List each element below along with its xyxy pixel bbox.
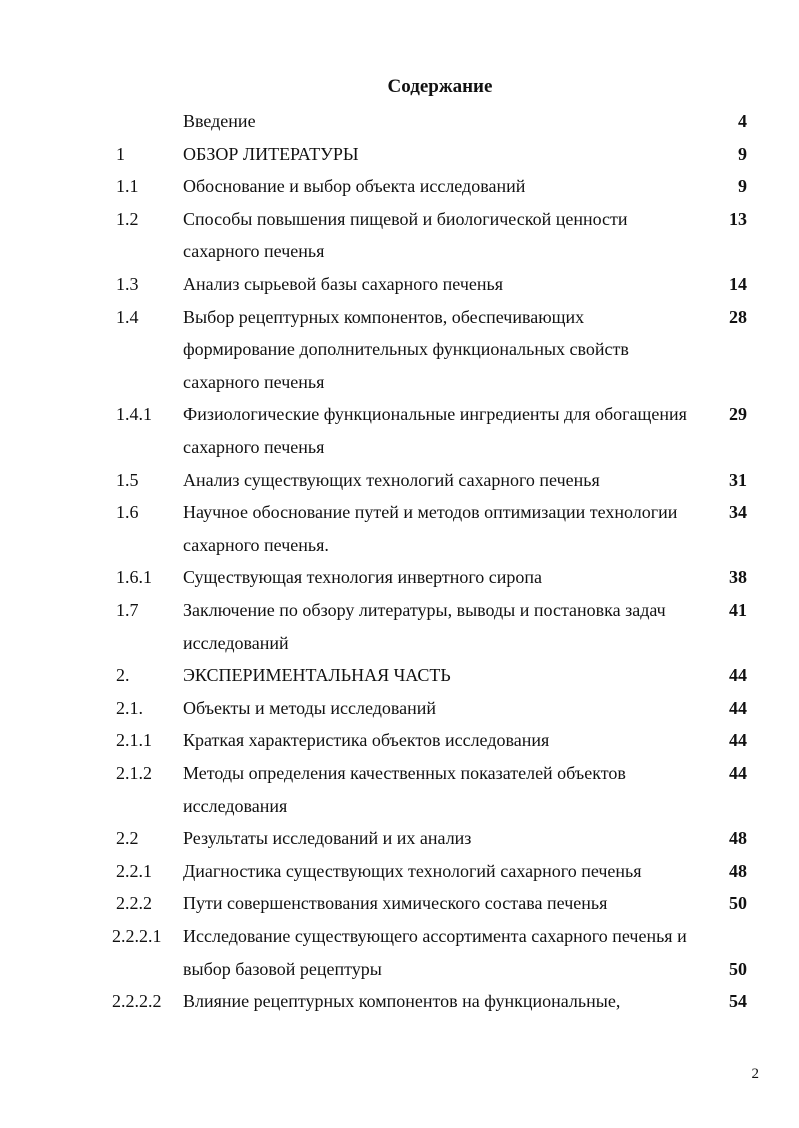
toc-entry <box>0 206 799 232</box>
toc-entry-number: 1.3 <box>116 274 139 294</box>
toc-entry-title: Диагностика существующих технологий сахарного печенья <box>183 860 642 881</box>
toc-entry-number: 2.2 <box>116 828 139 849</box>
toc-entry <box>0 890 799 916</box>
toc-entry <box>0 923 799 949</box>
toc-entry <box>0 467 799 493</box>
toc-entry-continuation <box>0 336 799 362</box>
toc-entry-number: 2.1.2 <box>116 763 152 783</box>
toc-entry-page: 50 <box>729 893 747 914</box>
toc-entry <box>0 271 799 297</box>
toc-entry-number: 2. <box>116 665 130 686</box>
toc-entry-page: 50 <box>729 958 747 979</box>
toc-entry-title: Влияние рецептурных компонентов на функциональные, <box>183 991 621 1012</box>
toc-entry-page: 29 <box>729 404 747 425</box>
toc-entry <box>0 858 799 884</box>
toc-entry-continuation <box>0 532 799 558</box>
toc-entry-title: сахарного печенья <box>183 437 325 457</box>
toc-entry <box>0 564 799 590</box>
toc-entry-continuation <box>0 630 799 656</box>
toc-entry-number: 1.6.1 <box>116 567 152 588</box>
toc-entry-title: сахарного печенья. <box>183 534 329 555</box>
toc-entry-number: 2.2.2.1 <box>112 926 162 946</box>
toc-entry-title: исследования <box>183 795 288 816</box>
toc-entry-page: 41 <box>729 600 747 620</box>
toc-entry <box>0 662 799 688</box>
toc-entry <box>0 173 799 199</box>
toc-entry-title: Введение <box>183 111 256 131</box>
toc-entry-page: 44 <box>729 763 747 783</box>
toc-entry-continuation <box>0 238 799 264</box>
toc-entry-title: Методы определения качественных показателей объектов <box>183 763 626 783</box>
toc-entry-title: Объекты и методы исследований <box>183 697 437 718</box>
toc-title: Содержание <box>387 76 493 97</box>
toc-entry-number: 1.4 <box>116 306 139 327</box>
toc-entry-page: 44 <box>729 730 747 751</box>
toc-entry-page: 38 <box>729 567 747 588</box>
toc-entry-number: 1.5 <box>116 469 139 490</box>
toc-entry-title: сахарного печенья <box>183 241 325 262</box>
toc-entry <box>0 304 799 330</box>
toc-entry <box>0 108 799 134</box>
toc-entry-page: 54 <box>729 991 747 1012</box>
toc-entry-number: 1.1 <box>116 176 139 197</box>
toc-entry-title: ОБЗОР ЛИТЕРАТУРЫ <box>183 143 359 164</box>
toc-entry-page: 13 <box>729 208 747 229</box>
toc-entry-title: Результаты исследований и их анализ <box>183 828 472 849</box>
toc-entry-title: Способы повышения пищевой и биологической ценности <box>183 208 628 229</box>
toc-entry-title: Анализ существующих технологий сахарного печенья <box>183 469 600 490</box>
toc-entry-page: 14 <box>729 274 747 294</box>
toc-entry-page: 9 <box>738 143 747 164</box>
toc-entry <box>0 597 799 623</box>
toc-entry-title: Исследование существующего ассортимента сахарного печенья и <box>183 926 687 946</box>
toc-entry-title: Обоснование и выбор объекта исследований <box>183 176 526 197</box>
toc-entry-title: Научное обоснование путей и методов оптимизации технологии <box>183 502 678 523</box>
toc-entry <box>0 760 799 786</box>
toc-entry <box>0 401 799 427</box>
toc-entry-number: 1.4.1 <box>116 404 152 425</box>
toc-entry-title: Существующая технология инвертного сиропа <box>183 567 543 588</box>
toc-entry-title: Краткая характеристика объектов исследования <box>183 730 550 751</box>
toc-entry-page: 9 <box>738 176 747 197</box>
toc-entry <box>0 141 799 167</box>
toc-entry-title: Выбор рецептурных компонентов, обеспечивающих <box>183 306 585 327</box>
toc-entry <box>0 727 799 753</box>
toc-entry-continuation <box>0 369 799 395</box>
toc-entry-page: 34 <box>729 502 747 523</box>
toc-entry-continuation <box>0 956 799 982</box>
toc-entry-title: формирование дополнительных функциональных свойств <box>183 339 629 360</box>
toc-entry-number: 2.1. <box>116 697 143 718</box>
toc-entry-number: 2.2.1 <box>116 860 152 881</box>
toc-entry <box>0 825 799 851</box>
toc-entry-page: 4 <box>738 111 747 131</box>
toc-entry-continuation <box>0 793 799 819</box>
toc-entry-title: Заключение по обзору литературы, выводы и постановка задач <box>183 600 666 620</box>
toc-entry <box>0 499 799 525</box>
toc-entry-number: 2.1.1 <box>116 730 152 751</box>
toc-entry-title: Анализ сырьевой базы сахарного печенья <box>183 274 504 294</box>
toc-entry-title: исследований <box>183 632 289 653</box>
toc-entry-page: 44 <box>729 665 747 686</box>
toc-entry-title: Физиологические функциональные ингредиенты для обогащения <box>183 404 687 425</box>
toc-entry-page: 48 <box>729 828 747 849</box>
toc-entry-title: Пути совершенствования химического состава печенья <box>183 893 608 914</box>
toc-entry-title: сахарного печенья <box>183 371 325 392</box>
toc-entry-page: 44 <box>729 697 747 718</box>
toc-entry-title: выбор базовой рецептуры <box>183 958 382 979</box>
toc-entry-number: 1.7 <box>116 600 139 620</box>
page-number: 2 <box>751 1066 759 1082</box>
toc-entry-title: ЭКСПЕРИМЕНТАЛЬНАЯ ЧАСТЬ <box>183 665 451 686</box>
toc-entry-continuation <box>0 434 799 460</box>
toc-entry-number: 2.2.2 <box>116 893 152 914</box>
toc-entry <box>0 988 799 1014</box>
toc-entry-page: 28 <box>729 306 747 327</box>
toc-entry-page: 48 <box>729 860 747 881</box>
toc-entry-number: 1.2 <box>116 208 139 229</box>
toc-entry-page: 31 <box>729 469 747 490</box>
toc-entry-number: 2.2.2.2 <box>112 991 162 1012</box>
toc-entry-number: 1.6 <box>116 502 139 523</box>
toc-entry-number: 1 <box>116 143 125 164</box>
toc-entry <box>0 695 799 721</box>
